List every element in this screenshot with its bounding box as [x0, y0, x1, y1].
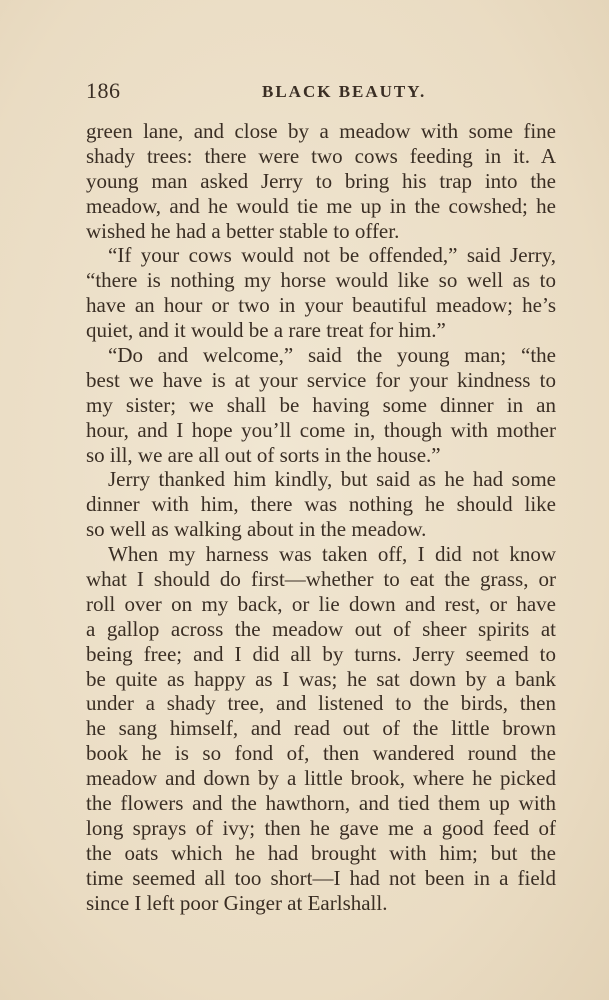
text-line: the flowers and the hawthorn, and tied them up with [86, 791, 556, 816]
text-line: have an hour or two in your beautiful meadow; he’s [86, 293, 556, 318]
text-line: a gallop across the meadow out of sheer spirits at [86, 616, 556, 641]
text-line: meadow and down by a little brook, where he picked [86, 766, 556, 791]
text-line: dinner with him, there was nothing he should like [86, 492, 556, 517]
text-line: being free; and I did all by turns. Jerry seemed to [86, 641, 556, 666]
text-line: hour, and I hope you’ll come in, though with mother [86, 417, 556, 442]
text-line: since I left poor Ginger at Earlshall. [86, 890, 388, 915]
text-line: so ill, we are all out of sorts in the house.” [86, 442, 441, 467]
text-line: When my harness was taken off, I did not know [108, 542, 556, 567]
text-line: “there is nothing my horse would like so well as to [86, 268, 556, 293]
text-line: Jerry thanked him kindly, but said as he had some [108, 467, 556, 492]
text-line: “Do and welcome,” said the young man; “the [108, 343, 556, 368]
page-header [86, 78, 556, 108]
text-line: wished he had a better stable to offer. [86, 218, 400, 243]
text-line: best we have is at your service for your kindness to [86, 367, 556, 392]
text-line: under a shady tree, and listened to the birds, then [86, 691, 556, 716]
text-line: he sang himself, and read out of the little brown [86, 716, 556, 741]
text-line: roll over on my back, or lie down and rest, or have [86, 591, 556, 616]
text-line: shady trees: there were two cows feeding in it. A [86, 143, 556, 168]
text-line: quiet, and it would be a rare treat for him.” [86, 318, 446, 343]
text-line: be quite as happy as I was; he sat down by a bank [86, 666, 556, 691]
text-line: the oats which he had brought with him; but the [86, 840, 556, 865]
text-line: book he is so fond of, then wandered round the [86, 741, 556, 766]
page-number: 186 [86, 78, 121, 103]
text-line: “If your cows would not be offended,” said Jerry, [108, 243, 556, 268]
body-text [86, 119, 556, 916]
text-line: time seemed all too short—I had not been in a field [86, 865, 556, 890]
text-line: green lane, and close by a meadow with some fine [86, 119, 556, 143]
text-line: young man asked Jerry to bring his trap into the [86, 168, 556, 193]
text-line: what I should do first—whether to eat the grass, or [86, 567, 556, 592]
text-line: meadow, and he would tie me up in the cowshed; he [86, 193, 556, 218]
text-line: so well as walking about in the meadow. [86, 517, 427, 542]
text-line: my sister; we shall be having some dinner in an [86, 392, 556, 417]
running-title: BLACK BEAUTY. [262, 82, 427, 101]
text-line: long sprays of ivy; then he gave me a good feed of [86, 815, 556, 840]
